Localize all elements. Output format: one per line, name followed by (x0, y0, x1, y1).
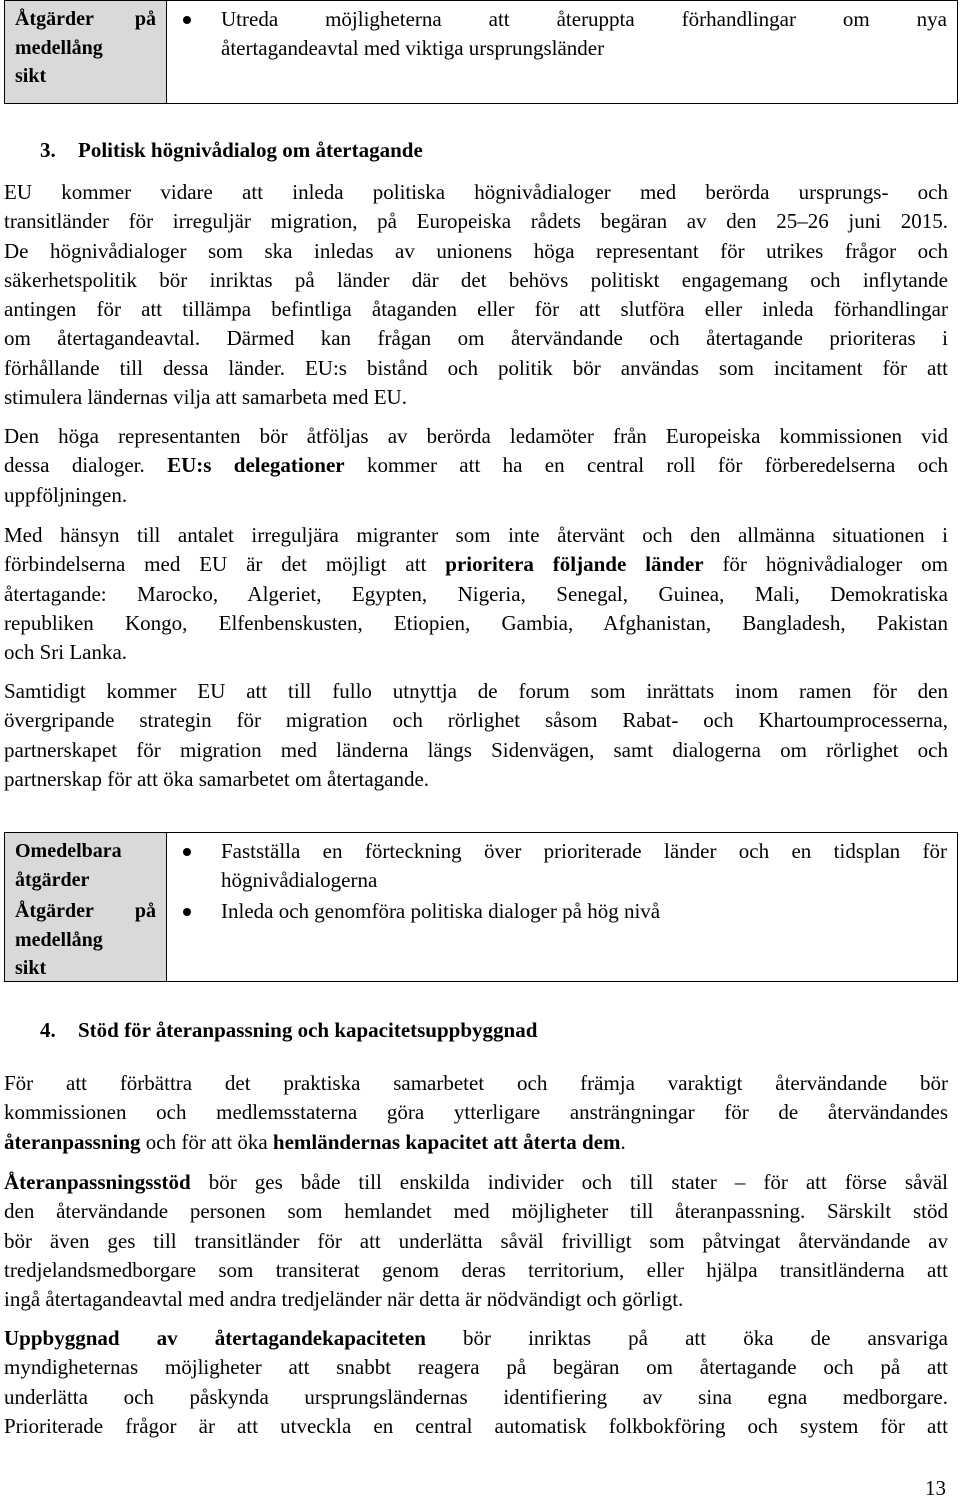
section-heading-3: 3. Politisk högnivådialog om återtagande (40, 138, 423, 162)
paragraph: Samtidigt kommer EU att till fullo utnyttja de forum som inrättats inom ramen för den övergripande strategin för migration och rörlighet såsom Rabat- och Khartoumprocesserna, partnerskapet för migration med länderna längs Sidenvägen, samt dialogerna om rörlighet och partnerskap för att öka samarbetet om återtagande. (4, 679, 948, 791)
action-table (4, 832, 958, 982)
paragraph: Med hänsyn till antalet irreguljära migranter som inte återvänt och den allmänna situationen i förbindelserna med EU är det möjligt att prioritera följande länder för högnivådialoger om återtagande: Marocko, Algeriet, Egypten, Nigeria, Senegal, Guinea, Mali, Demokratiska republiken Kongo, Elfenbenskusten, Etiopien, Gambia, Afghanistan, Bangladesh, Pakistan och Sri Lanka. (4, 523, 948, 665)
table-actions (167, 833, 957, 981)
paragraph: Uppbyggnad av återtagandekapaciteten bör inriktas på att öka de ansvariga myndigheternas möjligheter att snabbt reagera på begäran om återtagande och på att underlätta och påskynda ursprungsländernas identifiering av sina egna medborgare. Prioriterade frågor är att utveckla en central automatisk folkbokföring och system för att (4, 1326, 948, 1438)
table-labels: Omedelbara åtgärder Åtgärder på medellång sikt (5, 833, 167, 981)
table-label-medium-term: Åtgärder på medellång sikt (5, 1, 167, 103)
section-heading-4: 4. Stöd för återanpassning och kapacitetsuppbyggnad (40, 1018, 538, 1042)
table-actions (167, 1, 957, 103)
action-table-medium-term (4, 0, 958, 104)
bullet-item: Utreda möjligheterna att återuppta förhandlingar om nya återtagandeavtal med viktiga ursprungsländer (221, 7, 947, 60)
paragraph: För att förbättra det praktiska samarbetet och främja varaktigt återvändande bör kommissionen och medlemsstaterna göra ytterligare ansträngningar för de återvändandes återanpassning och för att öka hemländernas kapacitet att återta dem. (4, 1071, 948, 1154)
page-number: 13 (925, 1476, 946, 1500)
paragraph: EU kommer vidare att inleda politiska högnivådialoger med berörda ursprungs- och transitländer för irreguljär migration, på Europeiska rådets begäran av den 25–26 juni 2015. De högnivådialoger som ska inledas av unionens höga representant för utrikes frågor och säkerhetspolitik bör inriktas på länder där det behövs politiskt engagemang och inflytande antingen för att tillämpa befintliga åtaganden eller för att slutföra eller inleda förhandlingar om återtagandeavtal. Därmed kan frågan om återvändande och återtagande prioriteras i förhållande till dessa länder. EU:s bistånd och politik bör användas som incitament för att stimulera ländernas vilja att samarbeta med EU. (4, 180, 948, 410)
paragraph: Den höga representanten bör åtföljas av berörda ledamöter från Europeiska kommissionen vid dessa dialoger. EU:s delegationer kommer att ha en central roll för förberedelserna och uppföljningen. (4, 424, 949, 507)
paragraph: Återanpassningsstöd bör ges både till enskilda individer och till stater – för att förse såväl den återvändande personen som hemlandet med möjligheter till återanpassning. Särskilt stöd bör även ges till transitländer för att underlätta såväl frivilligt som påtvingat återvändande av tredjelandsmedborgare som transiterat genom deras territorium, eller hjälpa transitländerna att ingå återtagandeavtal med andra tredjeländer när detta är nödvändigt och görligt. (4, 1170, 949, 1312)
bullet-item: Fastställa en förteckning över prioriterade länder och en tidsplan för högnivådialogerna (221, 839, 947, 892)
bullet-item: Inleda och genomföra politiska dialoger på hög nivå (221, 899, 661, 923)
